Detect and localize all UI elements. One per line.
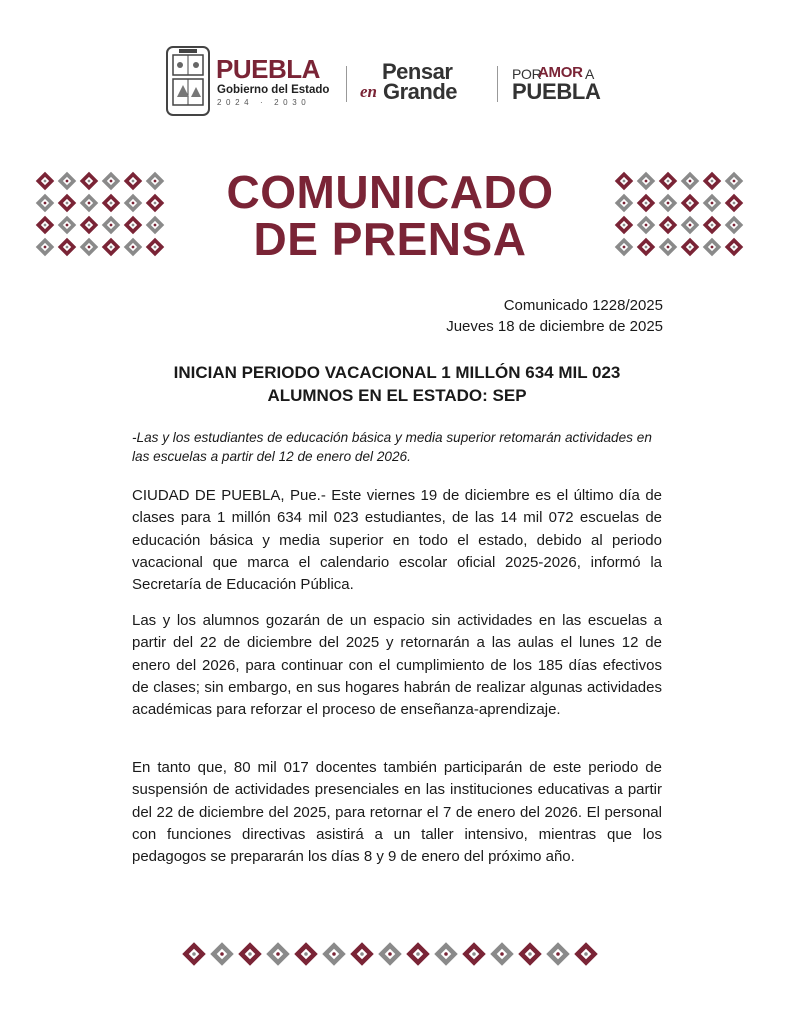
pattern-motif xyxy=(703,172,721,190)
paragraph: CIUDAD DE PUEBLA, Pue.- Este viernes 19 de diciembre es el último día de clases para 1 millón 634 mil 023 estudiantes, de las 14 mil 072 escuelas de educación básica y media superior en todo el estado, debido al periodo vacacional que marca el calendario escolar oficial 2025-2026, informó la Secretaría de Educación Pública. xyxy=(132,487,662,594)
pattern-svg xyxy=(167,940,613,968)
pattern-motif xyxy=(637,216,655,234)
pattern-motif xyxy=(659,172,677,190)
pattern-motif xyxy=(36,238,54,256)
slogan-grande: Grande xyxy=(383,79,458,104)
pattern-motif xyxy=(146,216,164,234)
pattern-motif xyxy=(462,942,486,966)
pattern-motif xyxy=(146,172,164,190)
pattern-motif xyxy=(615,172,633,190)
paragraph: En tanto que, 80 mil 017 docentes también participarán de este periodo de suspensión de actividades presenciales en las instituciones educativas a partir del 22 de diciembre del 2025, para retornar el 7 de enero del 2026. El personal con funciones directivas asistirá a un taller intensivo, mientras que los pedagogos se prepararán los días 8 y 9 de enero del próximo año. xyxy=(132,759,662,866)
pattern-motif xyxy=(102,172,120,190)
puebla-logo-text: PUEBLA xyxy=(216,54,320,84)
pattern-motif xyxy=(406,942,430,966)
pattern-motif xyxy=(182,942,206,966)
slogan-pensar: Pensar xyxy=(382,59,453,84)
pattern-motif xyxy=(681,216,699,234)
pattern-motif xyxy=(637,194,655,212)
pattern-motif xyxy=(490,942,514,966)
pattern-motif xyxy=(36,194,54,212)
decorative-pattern-left xyxy=(27,170,173,258)
pattern-motif xyxy=(725,194,743,212)
pattern-motif xyxy=(124,194,142,212)
pattern-motif xyxy=(294,942,318,966)
banner-title-line2: DE PRENSA xyxy=(253,213,527,265)
pattern-motif xyxy=(36,172,54,190)
pattern-svg xyxy=(606,170,752,258)
pattern-motif xyxy=(58,172,76,190)
pattern-motif xyxy=(659,238,677,256)
pattern-motif xyxy=(146,238,164,256)
pattern-motif xyxy=(350,942,374,966)
pattern-motif xyxy=(58,194,76,212)
pattern-motif xyxy=(615,194,633,212)
pattern-motif xyxy=(238,942,262,966)
decorative-pattern-bottom xyxy=(167,940,613,968)
communique-date: Jueves 18 de diciembre de 2025 xyxy=(446,318,663,335)
pattern-motif xyxy=(58,216,76,234)
pattern-motif xyxy=(80,216,98,234)
headline: INICIAN PERIODO VACACIONAL 1 MILLÓN 634 MIL 023 ALUMNOS EN EL ESTADO: SEP xyxy=(173,363,621,405)
pattern-motif xyxy=(725,216,743,234)
pattern-motif xyxy=(102,216,120,234)
gobierno-label: Gobierno del Estado xyxy=(217,84,330,96)
pattern-motif xyxy=(80,194,98,212)
divider xyxy=(346,66,347,102)
slogan-por: POR xyxy=(512,66,542,82)
pattern-motif xyxy=(637,238,655,256)
pattern-motif xyxy=(378,942,402,966)
slogan-amor: AMOR xyxy=(538,64,583,81)
slogan-puebla: PUEBLA xyxy=(512,79,601,104)
pattern-motif xyxy=(725,172,743,190)
pattern-motif xyxy=(146,194,164,212)
pattern-motif xyxy=(124,172,142,190)
pattern-motif xyxy=(659,194,677,212)
pattern-motif xyxy=(637,172,655,190)
pattern-motif xyxy=(725,238,743,256)
subheadline: -Las y los estudiantes de educación básica y media superior retomarán actividades en las escuelas a partir del 12 de enero del 2026. xyxy=(132,430,652,464)
pattern-motif xyxy=(681,194,699,212)
pattern-motif xyxy=(518,942,542,966)
communique-number: Comunicado 1228/2025 xyxy=(503,297,663,314)
pattern-motif xyxy=(102,238,120,256)
pattern-motif xyxy=(546,942,570,966)
pattern-motif xyxy=(124,238,142,256)
paragraph: Las y los alumnos gozarán de un espacio sin actividades en las escuelas a partir del 22 de diciembre del 2025 y retornarán a las aulas el lunes 12 de enero del 2026, para continuar con el cumplimiento de los 185 días efectivos de clases; sin embargo, en sus hogares habrán de realizar algunas actividades académicas para reforzar el proceso de enseñanza-aprendizaje. xyxy=(132,612,662,719)
divider xyxy=(497,66,498,102)
pattern-motif xyxy=(434,942,458,966)
pattern-motif xyxy=(210,942,234,966)
pattern-motif xyxy=(36,216,54,234)
pattern-motif xyxy=(681,172,699,190)
pattern-motif xyxy=(80,172,98,190)
slogan-en: en xyxy=(360,82,377,101)
pattern-motif xyxy=(659,216,677,234)
pattern-motif xyxy=(58,238,76,256)
pattern-motif xyxy=(615,216,633,234)
pattern-motif xyxy=(266,942,290,966)
slogan-a: A xyxy=(585,66,595,82)
banner-title-line1: COMUNICADO xyxy=(226,166,554,218)
pattern-motif xyxy=(80,238,98,256)
pattern-motif xyxy=(681,238,699,256)
pattern-motif xyxy=(124,216,142,234)
pattern-motif xyxy=(102,194,120,212)
period-years: 2024 · 2030 xyxy=(217,98,311,107)
decorative-pattern-right xyxy=(606,170,752,258)
pattern-motif xyxy=(615,238,633,256)
pattern-motif xyxy=(703,194,721,212)
state-seal-icon xyxy=(165,45,211,117)
pattern-motif xyxy=(703,216,721,234)
pattern-motif xyxy=(703,238,721,256)
pattern-svg xyxy=(27,170,173,258)
pattern-motif xyxy=(574,942,598,966)
pattern-motif xyxy=(322,942,346,966)
